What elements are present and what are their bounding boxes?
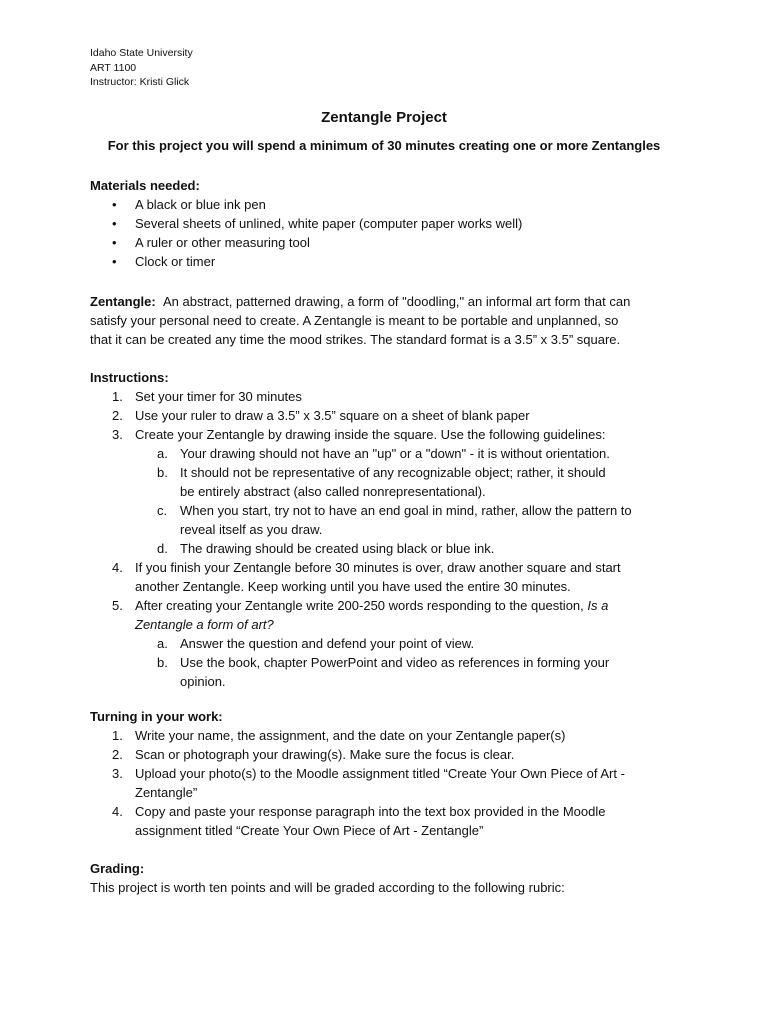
instruction-step bbox=[90, 406, 690, 425]
guideline-text: opinion. bbox=[180, 674, 226, 689]
definition-line: that it can be created any time the mood strikes. The standard format is a 3.5” x 3.5” square. bbox=[90, 332, 621, 347]
turning-in-step bbox=[90, 802, 690, 840]
step-text: Write your name, the assignment, and the date on your Zentangle paper(s) bbox=[135, 728, 566, 743]
step-number: 3. bbox=[112, 766, 123, 781]
turning-in-heading: Turning in your work: bbox=[90, 709, 223, 724]
guideline-text: Answer the question and defend your point of view. bbox=[180, 636, 475, 651]
step-text: Set your timer for 30 minutes bbox=[135, 389, 302, 404]
step-text: If you finish your Zentangle before 30 minutes is over, draw another square and start bbox=[135, 560, 621, 575]
step-text: Zentangle” bbox=[135, 785, 198, 800]
university-name: Idaho State University bbox=[90, 47, 193, 59]
zentangle-label: Zentangle: bbox=[90, 294, 156, 309]
guideline-text: Use the book, chapter PowerPoint and video as references in forming your bbox=[180, 655, 610, 670]
definition-line: An abstract, patterned drawing, a form of "doodling," an informal art form that can bbox=[162, 294, 631, 309]
guideline-text: Your drawing should not have an "up" or a "down" - it is without orientation. bbox=[180, 446, 610, 461]
grading-heading: Grading: bbox=[90, 861, 145, 876]
materials-item bbox=[90, 252, 690, 271]
step-text: Copy and paste your response paragraph into the text box provided in the Moodle bbox=[135, 804, 606, 819]
definition-line: satisfy your personal need to create. A Zentangle is meant to be portable and unplanned, so bbox=[90, 313, 619, 328]
course-header bbox=[90, 46, 193, 90]
instructor-name: Instructor: Kristi Glick bbox=[90, 76, 190, 88]
instruction-step bbox=[90, 387, 690, 406]
materials-item bbox=[90, 233, 690, 252]
step-text: another Zentangle. Keep working until you have used the entire 30 minutes. bbox=[135, 579, 571, 594]
step-text: Upload your photo(s) to the Moodle assignment titled “Create Your Own Piece of Art - bbox=[135, 766, 625, 781]
step-number: 3. bbox=[112, 427, 123, 442]
instructions-section bbox=[90, 368, 690, 691]
step-text: After creating your Zentangle write 200-250 words responding to the question, bbox=[135, 598, 584, 613]
bullet-icon: • bbox=[112, 235, 117, 250]
course-code: ART 1100 bbox=[90, 61, 137, 74]
turning-in-step bbox=[90, 745, 690, 764]
guideline-text: be entirely abstract (also called nonrepresentational). bbox=[180, 484, 486, 499]
materials-item-text: Clock or timer bbox=[135, 254, 216, 269]
guideline-item bbox=[90, 653, 690, 691]
zentangle-definition bbox=[90, 292, 690, 349]
grading-section bbox=[90, 859, 690, 897]
guideline-letter: c. bbox=[157, 503, 168, 518]
step-number: 1. bbox=[112, 728, 123, 743]
bullet-icon: • bbox=[112, 197, 117, 212]
guideline-item bbox=[90, 501, 690, 539]
page-title: Zentangle Project bbox=[321, 109, 447, 126]
materials-item bbox=[90, 214, 690, 233]
step-number: 2. bbox=[112, 408, 123, 423]
guideline-letter: d. bbox=[157, 541, 168, 556]
step-number: 5. bbox=[112, 598, 123, 613]
step-text: Create your Zentangle by drawing inside the square. Use the following guidelines: bbox=[135, 427, 606, 442]
step-text: Use your ruler to draw a 3.5” x 3.5” square on a sheet of blank paper bbox=[135, 408, 530, 423]
instruction-step bbox=[90, 425, 690, 444]
guideline-item bbox=[90, 634, 690, 653]
guideline-item bbox=[90, 463, 690, 501]
materials-item bbox=[90, 195, 690, 214]
materials-item-text: A black or blue ink pen bbox=[135, 197, 266, 212]
materials-heading: Materials needed: bbox=[90, 178, 200, 193]
step-number: 2. bbox=[112, 747, 123, 762]
bullet-icon: • bbox=[112, 216, 117, 231]
guideline-item bbox=[90, 539, 690, 558]
materials-item-text: Several sheets of unlined, white paper (computer paper works well) bbox=[135, 216, 523, 231]
guideline-letter: a. bbox=[157, 446, 168, 461]
turning-in-step bbox=[90, 764, 690, 802]
materials-item-text: A ruler or other measuring tool bbox=[135, 235, 310, 250]
guideline-text: reveal itself as you draw. bbox=[180, 522, 323, 537]
turning-in-step bbox=[90, 726, 690, 745]
materials-section bbox=[90, 176, 690, 271]
instructions-heading: Instructions: bbox=[90, 370, 169, 385]
guideline-text: The drawing should be created using black or blue ink. bbox=[180, 541, 495, 556]
step-text: assignment titled “Create Your Own Piece of Art - Zentangle” bbox=[135, 823, 484, 838]
step-number: 1. bbox=[112, 389, 123, 404]
guideline-letter: b. bbox=[157, 465, 168, 480]
instruction-step bbox=[90, 596, 690, 634]
guideline-letter: b. bbox=[157, 655, 168, 670]
step-number: 4. bbox=[112, 804, 123, 819]
bullet-icon: • bbox=[112, 254, 117, 269]
step-question: Zentangle a form of art? bbox=[135, 617, 274, 632]
grading-text: This project is worth ten points and will be graded according to the following rubric: bbox=[90, 880, 565, 895]
guideline-letter: a. bbox=[157, 636, 168, 651]
guideline-text: When you start, try not to have an end goal in mind, rather, allow the pattern to bbox=[180, 503, 632, 518]
guideline-text: It should not be representative of any recognizable object; rather, it should bbox=[180, 465, 606, 480]
step-text: Scan or photograph your drawing(s). Make sure the focus is clear. bbox=[135, 747, 515, 762]
guideline-item bbox=[90, 444, 690, 463]
step-number: 4. bbox=[112, 560, 123, 575]
page-subtitle: For this project you will spend a minimum of 30 minutes creating one or more Zentangles bbox=[107, 138, 661, 153]
step-question: Is a bbox=[587, 598, 609, 613]
instruction-step bbox=[90, 558, 690, 596]
turning-in-section bbox=[90, 707, 690, 840]
